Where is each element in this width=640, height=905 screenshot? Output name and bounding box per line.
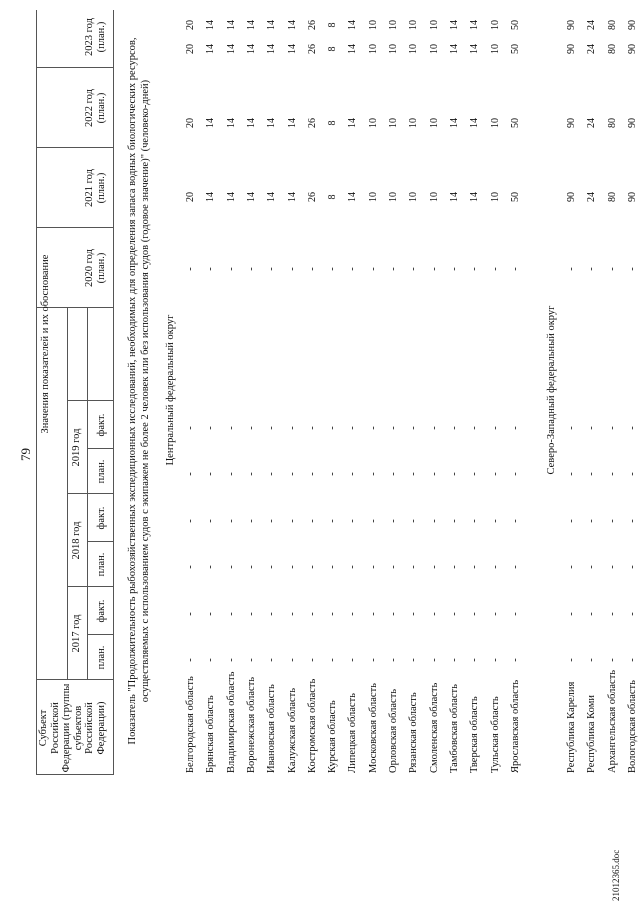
empty-value: - (367, 426, 379, 430)
empty-value: - (566, 519, 578, 523)
empty-value: - (185, 565, 196, 569)
empty-value: - (586, 658, 598, 662)
empty-value: - (388, 472, 399, 476)
empty-value: - (566, 612, 578, 616)
empty-value: - (245, 565, 257, 569)
empty-value: - (489, 612, 501, 616)
value-2024: 10 (408, 20, 420, 30)
empty-value: - (489, 267, 501, 271)
empty-value: - (245, 267, 257, 271)
empty-value: - (428, 658, 440, 662)
region-name: Ярославская область (509, 679, 521, 773)
empty-value: - (428, 565, 440, 569)
empty-value: - (566, 658, 578, 662)
value-2022: 14 (448, 118, 460, 128)
value-2021: 10 (489, 192, 501, 202)
empty-value: - (327, 565, 339, 569)
region-name: Брянская область (205, 695, 217, 773)
value-2023: 14 (205, 44, 217, 54)
empty-value: - (205, 519, 217, 523)
empty-value: - (205, 267, 217, 271)
value-2023: 8 (327, 46, 339, 52)
value-2024: 90 (566, 20, 578, 30)
empty-value: - (388, 267, 399, 271)
empty-value: - (245, 612, 257, 616)
empty-value: - (428, 267, 440, 271)
empty-value: - (347, 426, 359, 430)
empty-value: - (225, 267, 237, 271)
empty-value: - (388, 612, 399, 616)
value-2024: 14 (266, 20, 278, 30)
empty-value: - (469, 426, 481, 430)
value-2022: 8 (327, 120, 339, 126)
value-2023: 10 (428, 44, 440, 54)
region-name: Костромская область (306, 678, 318, 773)
empty-value: - (566, 472, 578, 476)
empty-value: - (606, 565, 618, 569)
empty-value: - (586, 472, 598, 476)
year-2019-header: 2019 год (71, 428, 82, 467)
year-2022-header: 2022 год (план.) (84, 89, 107, 127)
empty-value: - (367, 565, 379, 569)
table-row (447, 0, 467, 905)
empty-value: - (566, 426, 578, 430)
region-name: Смоленская область (428, 682, 440, 773)
table-row (508, 0, 528, 905)
value-2021: 10 (367, 192, 379, 202)
table-row (203, 0, 223, 905)
empty-value: - (428, 426, 440, 430)
empty-value: - (205, 472, 217, 476)
empty-value: - (469, 565, 481, 569)
empty-value: - (606, 612, 618, 616)
region-name: Тамбовская область (448, 684, 460, 773)
empty-value: - (489, 565, 501, 569)
empty-value: - (627, 472, 638, 476)
empty-value: - (448, 658, 460, 662)
table-row (467, 0, 487, 905)
empty-value: - (306, 612, 318, 616)
header-left-border (36, 774, 114, 775)
document-id: 21012365.doc (611, 849, 621, 901)
value-2021: 20 (185, 192, 196, 202)
value-2024: 10 (428, 20, 440, 30)
value-2024: 10 (489, 20, 501, 30)
value-2021: 26 (306, 192, 318, 202)
value-2024: 14 (448, 20, 460, 30)
region-name: Рязанская область (408, 692, 420, 773)
region-name: Владимирская область (225, 671, 237, 773)
value-2023: 10 (489, 44, 501, 54)
value-2024: 8 (327, 22, 339, 28)
table-row (584, 0, 604, 905)
region-name: Республика Карелия (566, 681, 578, 773)
value-2023: 14 (245, 44, 257, 54)
empty-value: - (388, 658, 399, 662)
value-2021: 14 (266, 192, 278, 202)
value-2022: 10 (428, 118, 440, 128)
value-2024: 14 (286, 20, 298, 30)
empty-value: - (489, 472, 501, 476)
empty-value: - (408, 519, 420, 523)
empty-value: - (266, 612, 278, 616)
empty-value: - (347, 658, 359, 662)
empty-value: - (509, 267, 521, 271)
empty-value: - (205, 612, 217, 616)
year-2021-header: 2021 год (план.) (84, 169, 107, 207)
value-2021: 14 (286, 192, 298, 202)
table-row (183, 0, 203, 905)
value-2022: 14 (205, 118, 217, 128)
page-number: 79 (18, 448, 33, 461)
fact-2018-header: факт. (96, 506, 107, 530)
value-2023: 80 (606, 44, 618, 54)
value-2023: 14 (266, 44, 278, 54)
table-row (264, 0, 284, 905)
table-row (625, 0, 640, 905)
value-2022: 90 (566, 118, 578, 128)
empty-value: - (509, 612, 521, 616)
empty-value: - (185, 519, 196, 523)
empty-value: - (627, 519, 638, 523)
value-2023: 14 (469, 44, 481, 54)
year-2018-header: 2018 год (71, 521, 82, 560)
region-name: Воронежская область (245, 676, 257, 773)
value-2022: 14 (286, 118, 298, 128)
empty-value: - (185, 658, 196, 662)
value-2021: 50 (509, 192, 521, 202)
empty-value: - (327, 267, 339, 271)
value-2024: 14 (225, 20, 237, 30)
empty-value: - (627, 426, 638, 430)
value-2021: 14 (448, 192, 460, 202)
value-2022: 20 (185, 118, 196, 128)
empty-value: - (367, 472, 379, 476)
empty-value: - (266, 426, 278, 430)
empty-value: - (606, 472, 618, 476)
empty-value: - (286, 565, 298, 569)
value-2021: 10 (408, 192, 420, 202)
empty-value: - (306, 519, 318, 523)
fact-2019-header: факт. (96, 413, 107, 437)
empty-value: - (448, 519, 460, 523)
empty-value: - (306, 267, 318, 271)
empty-value: - (327, 612, 339, 616)
value-2023: 20 (185, 44, 196, 54)
value-2023: 14 (347, 44, 359, 54)
empty-value: - (225, 612, 237, 616)
value-2023: 26 (306, 44, 318, 54)
region-name: Калужская область (286, 687, 298, 773)
value-2022: 10 (489, 118, 501, 128)
empty-value: - (347, 472, 359, 476)
table-row (345, 0, 365, 905)
value-2024: 14 (245, 20, 257, 30)
table-row (325, 0, 345, 905)
region-name: Липецкая область (347, 693, 359, 773)
region-name: Архангельская область (606, 669, 618, 773)
empty-value: - (469, 472, 481, 476)
empty-value: - (566, 267, 578, 271)
subject-column-header: Субъект Российской Федерации (группы субъектов Российской Федерации) (38, 683, 107, 773)
region-name: Курская область (327, 700, 339, 773)
empty-value: - (566, 565, 578, 569)
empty-value: - (286, 267, 298, 271)
empty-value: - (306, 472, 318, 476)
empty-value: - (286, 472, 298, 476)
region-name: Республика Коми (586, 695, 598, 773)
year-2017-header: 2017 год (71, 614, 82, 653)
empty-value: - (266, 472, 278, 476)
value-2022: 14 (266, 118, 278, 128)
table-row (427, 0, 447, 905)
empty-value: - (489, 519, 501, 523)
value-2024: 26 (306, 20, 318, 30)
region-name: Вологодская область (627, 680, 638, 773)
empty-value: - (266, 565, 278, 569)
empty-value: - (408, 658, 420, 662)
year-2020-header: 2020 год (план.) (84, 249, 107, 287)
value-2024: 24 (586, 20, 598, 30)
value-2023: 14 (286, 44, 298, 54)
region-name: Орловская область (388, 688, 399, 773)
plan-2017-header: план. (96, 645, 107, 670)
empty-value: - (245, 519, 257, 523)
empty-value: - (367, 612, 379, 616)
empty-value: - (367, 267, 379, 271)
value-2023: 50 (509, 44, 521, 54)
empty-value: - (306, 658, 318, 662)
empty-value: - (428, 519, 440, 523)
table-row (406, 0, 426, 905)
empty-value: - (347, 565, 359, 569)
value-2024: 50 (509, 20, 521, 30)
values-group-header: Значения показателей и их обоснование (40, 254, 51, 434)
empty-value: - (627, 267, 638, 271)
empty-value: - (306, 565, 318, 569)
empty-value: - (606, 426, 618, 430)
empty-value: - (448, 612, 460, 616)
empty-value: - (489, 426, 501, 430)
empty-value: - (185, 426, 196, 430)
value-2024: 10 (367, 20, 379, 30)
empty-value: - (225, 658, 237, 662)
empty-value: - (225, 426, 237, 430)
value-2021: 90 (627, 192, 638, 202)
empty-value: - (205, 565, 217, 569)
empty-value: - (185, 472, 196, 476)
value-2022: 24 (586, 118, 598, 128)
empty-value: - (428, 472, 440, 476)
region-name: Московская область (367, 683, 379, 773)
empty-value: - (286, 519, 298, 523)
header-bottom-border (113, 10, 114, 775)
empty-value: - (586, 267, 598, 271)
value-2022: 10 (367, 118, 379, 128)
empty-value: - (286, 612, 298, 616)
empty-value: - (606, 519, 618, 523)
empty-value: - (205, 658, 217, 662)
value-2021: 10 (428, 192, 440, 202)
value-2021: 14 (225, 192, 237, 202)
empty-value: - (367, 519, 379, 523)
value-2022: 14 (245, 118, 257, 128)
plan-2019-header: план. (96, 459, 107, 484)
value-2021: 10 (388, 192, 399, 202)
empty-value: - (367, 658, 379, 662)
empty-value: - (286, 426, 298, 430)
value-2023: 90 (627, 44, 638, 54)
section-title: Северо-Западный федеральный округ (546, 305, 558, 475)
value-2024: 80 (606, 20, 618, 30)
empty-value: - (509, 472, 521, 476)
plan-2018-header: план. (96, 552, 107, 577)
value-2021: 24 (586, 192, 598, 202)
empty-value: - (327, 472, 339, 476)
region-name: Белгородская область (185, 676, 196, 773)
empty-value: - (448, 267, 460, 271)
empty-value: - (627, 565, 638, 569)
empty-value: - (225, 519, 237, 523)
empty-value: - (606, 658, 618, 662)
empty-value: - (627, 658, 638, 662)
empty-value: - (306, 426, 318, 430)
empty-value: - (327, 519, 339, 523)
value-2022: 10 (388, 118, 399, 128)
empty-value: - (347, 519, 359, 523)
empty-value: - (586, 426, 598, 430)
value-2022: 26 (306, 118, 318, 128)
empty-value: - (266, 519, 278, 523)
empty-value: - (448, 472, 460, 476)
empty-value: - (347, 612, 359, 616)
value-2024: 14 (205, 20, 217, 30)
empty-value: - (286, 658, 298, 662)
empty-value: - (469, 658, 481, 662)
header-divider-plan-fact (87, 308, 88, 680)
value-2024: 14 (469, 20, 481, 30)
header-divider-years (67, 308, 68, 680)
empty-value: - (388, 565, 399, 569)
empty-value: - (509, 426, 521, 430)
value-2023: 24 (586, 44, 598, 54)
value-2023: 90 (566, 44, 578, 54)
empty-value: - (225, 472, 237, 476)
value-2021: 14 (347, 192, 359, 202)
region-name: Тверская область (469, 696, 481, 773)
table-row (305, 0, 325, 905)
table-row (285, 0, 305, 905)
empty-value: - (586, 519, 598, 523)
empty-value: - (448, 426, 460, 430)
value-2023: 10 (367, 44, 379, 54)
value-2022: 14 (347, 118, 359, 128)
value-2021: 80 (606, 192, 618, 202)
empty-value: - (408, 426, 420, 430)
table-row (366, 0, 386, 905)
empty-value: - (245, 658, 257, 662)
value-2023: 14 (448, 44, 460, 54)
empty-value: - (327, 658, 339, 662)
empty-value: - (205, 426, 217, 430)
empty-value: - (347, 267, 359, 271)
value-2021: 90 (566, 192, 578, 202)
value-2024: 10 (388, 20, 399, 30)
empty-value: - (185, 612, 196, 616)
value-2021: 14 (469, 192, 481, 202)
value-2021: 14 (245, 192, 257, 202)
empty-value: - (408, 612, 420, 616)
empty-value: - (388, 519, 399, 523)
fact-2017-header: факт. (96, 599, 107, 623)
empty-value: - (509, 658, 521, 662)
empty-value: - (327, 426, 339, 430)
value-2022: 80 (606, 118, 618, 128)
empty-value: - (509, 565, 521, 569)
empty-value: - (509, 519, 521, 523)
value-2024: 14 (347, 20, 359, 30)
empty-value: - (408, 267, 420, 271)
section-title: Центральный федеральный округ (165, 314, 176, 466)
table-row (224, 0, 244, 905)
value-2022: 10 (408, 118, 420, 128)
empty-value: - (606, 267, 618, 271)
table-row (605, 0, 625, 905)
empty-value: - (185, 267, 196, 271)
year-2023-header: 2023 год (план.) (84, 18, 107, 56)
empty-value: - (586, 612, 598, 616)
value-2023: 10 (388, 44, 399, 54)
value-2021: 8 (327, 194, 339, 200)
value-2024: 90 (627, 20, 638, 30)
empty-value: - (428, 612, 440, 616)
table-row (488, 0, 508, 905)
value-2021: 14 (205, 192, 217, 202)
table-row (564, 0, 584, 905)
empty-value: - (627, 612, 638, 616)
region-name: Тульская область (489, 696, 501, 773)
empty-value: - (469, 519, 481, 523)
region-name: Ивановская область (266, 684, 278, 773)
empty-value: - (245, 472, 257, 476)
empty-value: - (469, 612, 481, 616)
empty-value: - (586, 565, 598, 569)
value-2023: 14 (225, 44, 237, 54)
empty-value: - (225, 565, 237, 569)
value-2022: 14 (469, 118, 481, 128)
empty-value: - (408, 472, 420, 476)
value-2022: 90 (627, 118, 638, 128)
empty-value: - (469, 267, 481, 271)
value-2023: 10 (408, 44, 420, 54)
indicator-note: Показатель "Продолжительность рыбохозяйственных экспедиционных исследований, необходимых для определения запаса водных биологических ресурсов, осуществляемых с использованием судов с экипажем не более 2 человек или без использования судов (годовое значение)" (человеко-дней) (127, 37, 151, 745)
table-row (386, 0, 406, 905)
empty-value: - (408, 565, 420, 569)
empty-value: - (448, 565, 460, 569)
empty-value: - (388, 426, 399, 430)
table-row (244, 0, 264, 905)
empty-value: - (266, 267, 278, 271)
empty-value: - (245, 426, 257, 430)
value-2024: 20 (185, 20, 196, 30)
value-2022: 14 (225, 118, 237, 128)
empty-value: - (266, 658, 278, 662)
value-2022: 50 (509, 118, 521, 128)
empty-value: - (489, 658, 501, 662)
header-top-border (36, 10, 37, 775)
